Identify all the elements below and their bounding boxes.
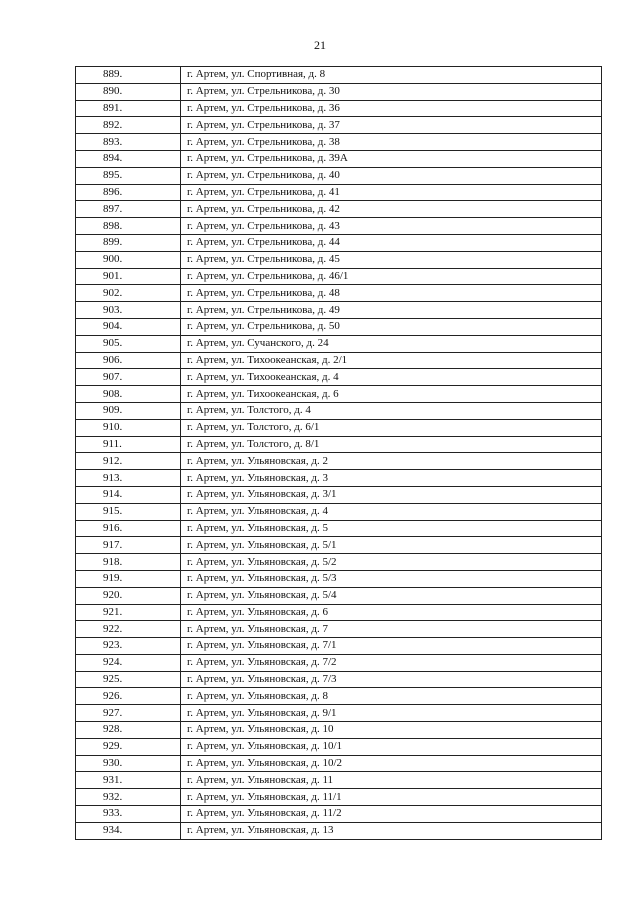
address-cell: г. Артем, ул. Ульяновская, д. 8 (181, 688, 602, 705)
row-number-cell: 892. (76, 117, 181, 134)
row-number-cell: 933. (76, 806, 181, 823)
table-row (76, 453, 602, 470)
address-cell: г. Артем, ул. Ульяновская, д. 5/4 (181, 587, 602, 604)
address-cell: г. Артем, ул. Стрельникова, д. 37 (181, 117, 602, 134)
row-number-cell: 900. (76, 251, 181, 268)
table-row (76, 587, 602, 604)
table-row (76, 402, 602, 419)
table-row (76, 150, 602, 167)
address-cell: г. Артем, ул. Тихоокеанская, д. 2/1 (181, 352, 602, 369)
row-number-cell: 907. (76, 369, 181, 386)
address-cell: г. Артем, ул. Ульяновская, д. 9/1 (181, 705, 602, 722)
address-cell: г. Артем, ул. Ульяновская, д. 7/3 (181, 671, 602, 688)
row-number-cell: 919. (76, 570, 181, 587)
address-cell: г. Артем, ул. Ульяновская, д. 5 (181, 520, 602, 537)
row-number-cell: 917. (76, 537, 181, 554)
row-number-cell: 927. (76, 705, 181, 722)
address-cell: г. Артем, ул. Ульяновская, д. 5/2 (181, 554, 602, 571)
address-cell: г. Артем, ул. Ульяновская, д. 7 (181, 621, 602, 638)
address-cell: г. Артем, ул. Стрельникова, д. 49 (181, 302, 602, 319)
row-number-cell: 934. (76, 822, 181, 839)
address-cell: г. Артем, ул. Ульяновская, д. 7/1 (181, 638, 602, 655)
address-cell: г. Артем, ул. Стрельникова, д. 38 (181, 134, 602, 151)
row-number-cell: 911. (76, 436, 181, 453)
table-row (76, 201, 602, 218)
row-number-cell: 912. (76, 453, 181, 470)
table-row (76, 369, 602, 386)
row-number-cell: 916. (76, 520, 181, 537)
table-row (76, 671, 602, 688)
address-cell: г. Артем, ул. Стрельникова, д. 46/1 (181, 268, 602, 285)
address-cell: г. Артем, ул. Стрельникова, д. 41 (181, 184, 602, 201)
address-cell: г. Артем, ул. Ульяновская, д. 11/1 (181, 789, 602, 806)
table-row (76, 352, 602, 369)
row-number-cell: 890. (76, 83, 181, 100)
table-row (76, 738, 602, 755)
table-row (76, 621, 602, 638)
address-cell: г. Артем, ул. Ульяновская, д. 3 (181, 470, 602, 487)
row-number-cell: 923. (76, 638, 181, 655)
table-row (76, 705, 602, 722)
row-number-cell: 925. (76, 671, 181, 688)
address-cell: г. Артем, ул. Ульяновская, д. 13 (181, 822, 602, 839)
row-number-cell: 906. (76, 352, 181, 369)
row-number-cell: 931. (76, 772, 181, 789)
table-row (76, 335, 602, 352)
address-cell: г. Артем, ул. Ульяновская, д. 5/3 (181, 570, 602, 587)
row-number-cell: 897. (76, 201, 181, 218)
address-cell: г. Артем, ул. Сучанского, д. 24 (181, 335, 602, 352)
address-cell: г. Артем, ул. Толстого, д. 8/1 (181, 436, 602, 453)
row-number-cell: 903. (76, 302, 181, 319)
page-number: 21 (314, 38, 326, 52)
row-number-cell: 910. (76, 419, 181, 436)
table-row (76, 486, 602, 503)
table-row (76, 167, 602, 184)
table-row (76, 520, 602, 537)
table-row (76, 772, 602, 789)
table-row (76, 806, 602, 823)
address-cell: г. Артем, ул. Ульяновская, д. 10/1 (181, 738, 602, 755)
table-row (76, 419, 602, 436)
row-number-cell: 926. (76, 688, 181, 705)
table-row (76, 688, 602, 705)
table-row (76, 134, 602, 151)
address-cell: г. Артем, ул. Ульяновская, д. 11 (181, 772, 602, 789)
address-cell: г. Артем, ул. Стрельникова, д. 30 (181, 83, 602, 100)
table-row (76, 537, 602, 554)
row-number-cell: 893. (76, 134, 181, 151)
table-row (76, 268, 602, 285)
table-row (76, 638, 602, 655)
row-number-cell: 922. (76, 621, 181, 638)
table-row (76, 822, 602, 839)
row-number-cell: 913. (76, 470, 181, 487)
row-number-cell: 905. (76, 335, 181, 352)
row-number-cell: 902. (76, 285, 181, 302)
row-number-cell: 889. (76, 67, 181, 84)
address-cell: г. Артем, ул. Ульяновская, д. 4 (181, 503, 602, 520)
table-row (76, 503, 602, 520)
table-row (76, 184, 602, 201)
table-row (76, 117, 602, 134)
row-number-cell: 920. (76, 587, 181, 604)
table-row (76, 722, 602, 739)
address-cell: г. Артем, ул. Стрельникова, д. 45 (181, 251, 602, 268)
address-cell: г. Артем, ул. Стрельникова, д. 40 (181, 167, 602, 184)
address-cell: г. Артем, ул. Стрельникова, д. 39А (181, 150, 602, 167)
table-row (76, 318, 602, 335)
table-row (76, 83, 602, 100)
table-row (76, 436, 602, 453)
table-row (76, 251, 602, 268)
address-cell: г. Артем, ул. Спортивная, д. 8 (181, 67, 602, 84)
row-number-cell: 908. (76, 386, 181, 403)
address-cell: г. Артем, ул. Стрельникова, д. 50 (181, 318, 602, 335)
table-row (76, 554, 602, 571)
row-number-cell: 915. (76, 503, 181, 520)
row-number-cell: 932. (76, 789, 181, 806)
row-number-cell: 895. (76, 167, 181, 184)
row-number-cell: 901. (76, 268, 181, 285)
row-number-cell: 918. (76, 554, 181, 571)
row-number-cell: 896. (76, 184, 181, 201)
address-cell: г. Артем, ул. Стрельникова, д. 43 (181, 218, 602, 235)
table-row (76, 218, 602, 235)
address-cell: г. Артем, ул. Ульяновская, д. 5/1 (181, 537, 602, 554)
table-row (76, 470, 602, 487)
row-number-cell: 924. (76, 654, 181, 671)
address-cell: г. Артем, ул. Тихоокеанская, д. 4 (181, 369, 602, 386)
address-cell: г. Артем, ул. Толстого, д. 4 (181, 402, 602, 419)
address-table (75, 66, 602, 840)
row-number-cell: 891. (76, 100, 181, 117)
row-number-cell: 921. (76, 604, 181, 621)
address-cell: г. Артем, ул. Стрельникова, д. 42 (181, 201, 602, 218)
address-cell: г. Артем, ул. Стрельникова, д. 44 (181, 234, 602, 251)
row-number-cell: 914. (76, 486, 181, 503)
table-row (76, 100, 602, 117)
row-number-cell: 894. (76, 150, 181, 167)
address-cell: г. Артем, ул. Ульяновская, д. 11/2 (181, 806, 602, 823)
table-row (76, 386, 602, 403)
address-cell: г. Артем, ул. Ульяновская, д. 10 (181, 722, 602, 739)
table-row (76, 755, 602, 772)
address-cell: г. Артем, ул. Стрельникова, д. 48 (181, 285, 602, 302)
row-number-cell: 898. (76, 218, 181, 235)
row-number-cell: 930. (76, 755, 181, 772)
address-cell: г. Артем, ул. Ульяновская, д. 2 (181, 453, 602, 470)
address-cell: г. Артем, ул. Тихоокеанская, д. 6 (181, 386, 602, 403)
address-cell: г. Артем, ул. Ульяновская, д. 10/2 (181, 755, 602, 772)
table-row (76, 285, 602, 302)
address-table-body (76, 67, 602, 840)
row-number-cell: 929. (76, 738, 181, 755)
table-row (76, 234, 602, 251)
row-number-cell: 909. (76, 402, 181, 419)
row-number-cell: 904. (76, 318, 181, 335)
table-row (76, 789, 602, 806)
table-row (76, 570, 602, 587)
table-row (76, 302, 602, 319)
table-row (76, 654, 602, 671)
address-cell: г. Артем, ул. Стрельникова, д. 36 (181, 100, 602, 117)
row-number-cell: 928. (76, 722, 181, 739)
row-number-cell: 899. (76, 234, 181, 251)
address-cell: г. Артем, ул. Толстого, д. 6/1 (181, 419, 602, 436)
table-row (76, 67, 602, 84)
address-cell: г. Артем, ул. Ульяновская, д. 6 (181, 604, 602, 621)
address-cell: г. Артем, ул. Ульяновская, д. 7/2 (181, 654, 602, 671)
address-cell: г. Артем, ул. Ульяновская, д. 3/1 (181, 486, 602, 503)
table-row (76, 604, 602, 621)
